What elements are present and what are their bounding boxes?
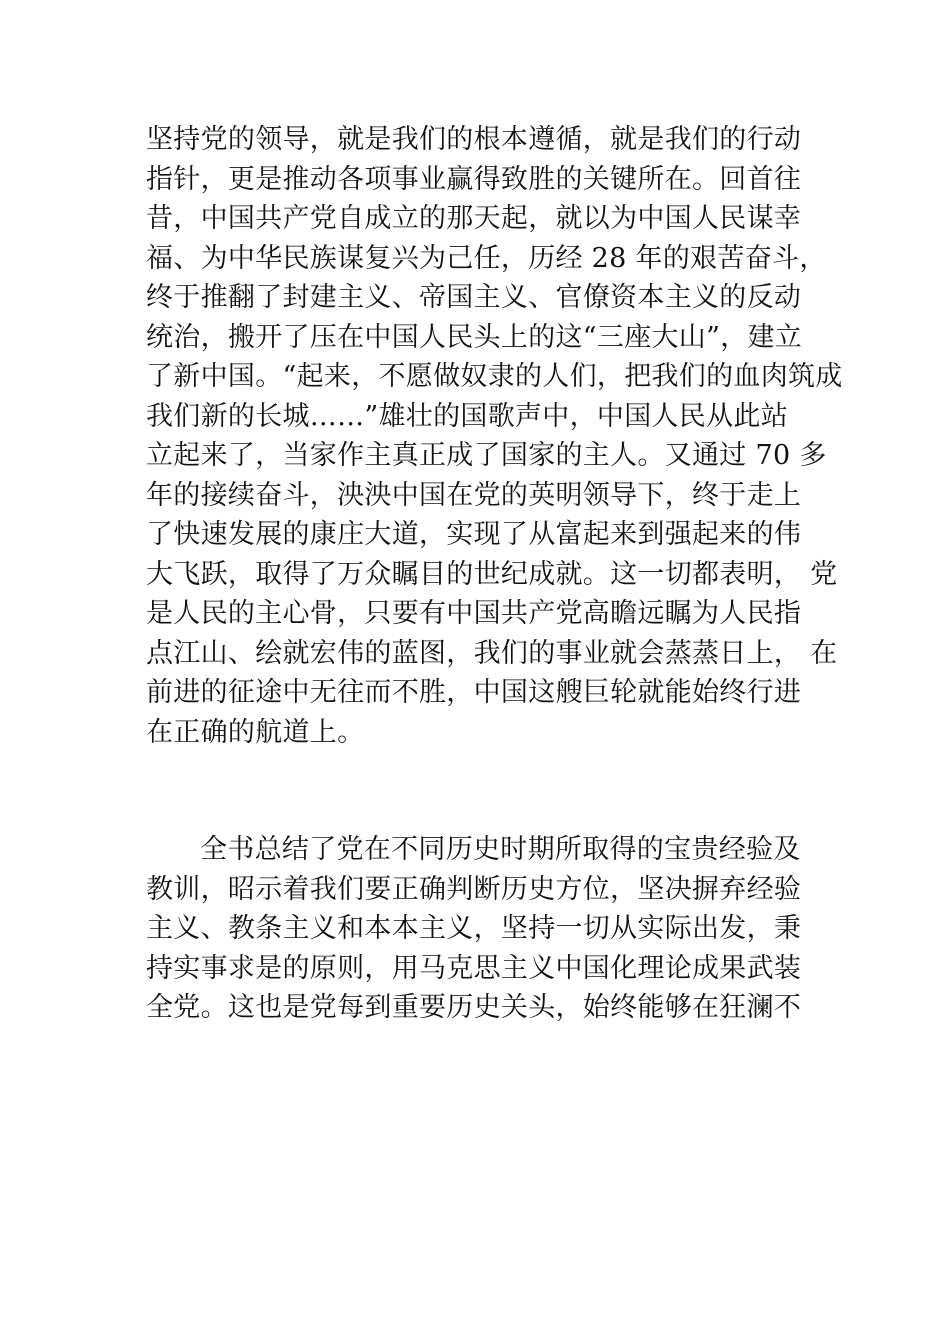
paragraph-line: 指针，更是推动各项事业赢得致胜的关键所在。回首往 (146, 163, 802, 195)
paragraph-line: 大飞跃，取得了万众瞩目的世纪成就。这一切都表明， 党 (146, 558, 838, 590)
paragraph-line: 是人民的主心骨，只要有中国共产党高瞻远瞩为人民指 (146, 598, 802, 629)
paragraph-line: 我们新的长城……”雄壮的国歌声中，中国人民从此站 (146, 400, 789, 432)
paragraph-line: 了快速发展的康庄大道，实现了从富起来到强起来的伟 (146, 519, 802, 550)
paragraph-line: 年的接续奋斗，泱泱中国在党的英明领导下，终于走上 (146, 479, 802, 511)
paragraph-line: 在正确的航道上。 (146, 716, 365, 748)
paragraph-1 (146, 120, 843, 752)
paragraph-spacer (146, 752, 816, 830)
paragraph-line: 坚持党的领导，就是我们的根本遵循，就是我们的行动 (146, 124, 802, 155)
paragraph-line: 主义、教条主义和本本主义，坚持一切从实际出发，秉 (146, 913, 802, 944)
document-body (146, 120, 843, 1028)
paragraph-line: 教训，昭示着我们要正确判断历史方位，坚决摒弃经验 (146, 873, 802, 905)
paragraph-line: 全党。这也是党每到重要历史关头，始终能够在狂澜不 (146, 992, 802, 1023)
paragraph-line: 昔，中国共产党自成立的那天起，就以为中国人民谋幸 (146, 203, 802, 234)
paragraph-line: 全书总结了党在不同历史时期所取得的宝贵经验及 (200, 834, 801, 865)
paragraph-line: 前进的征途中无往而不胜，中国这艘巨轮就能始终行进 (146, 677, 802, 708)
paragraph-line: 福、为中华民族谋复兴为己任，历经 28 年的艰苦奋斗， (146, 242, 827, 274)
paragraph-2 (146, 830, 816, 1028)
paragraph-line: 持实事求是的原则，用马克思主义中国化理论成果武装 (146, 952, 802, 984)
paragraph-line: 终于推翻了封建主义、帝国主义、官僚资本主义的反动 (146, 282, 802, 313)
paragraph-line: 立起来了，当家作主真正成了国家的主人。又通过 70 多 (146, 440, 827, 471)
paragraph-line: 统治，搬开了压在中国人民头上的这“三座大山”，建立 (146, 321, 803, 353)
paragraph-line: 了新中国。“起来，不愿做奴隶的人们，把我们的血肉筑成 (146, 361, 843, 392)
paragraph-line: 点江山、绘就宏伟的蓝图，我们的事业就会蒸蒸日上， 在 (146, 637, 838, 669)
